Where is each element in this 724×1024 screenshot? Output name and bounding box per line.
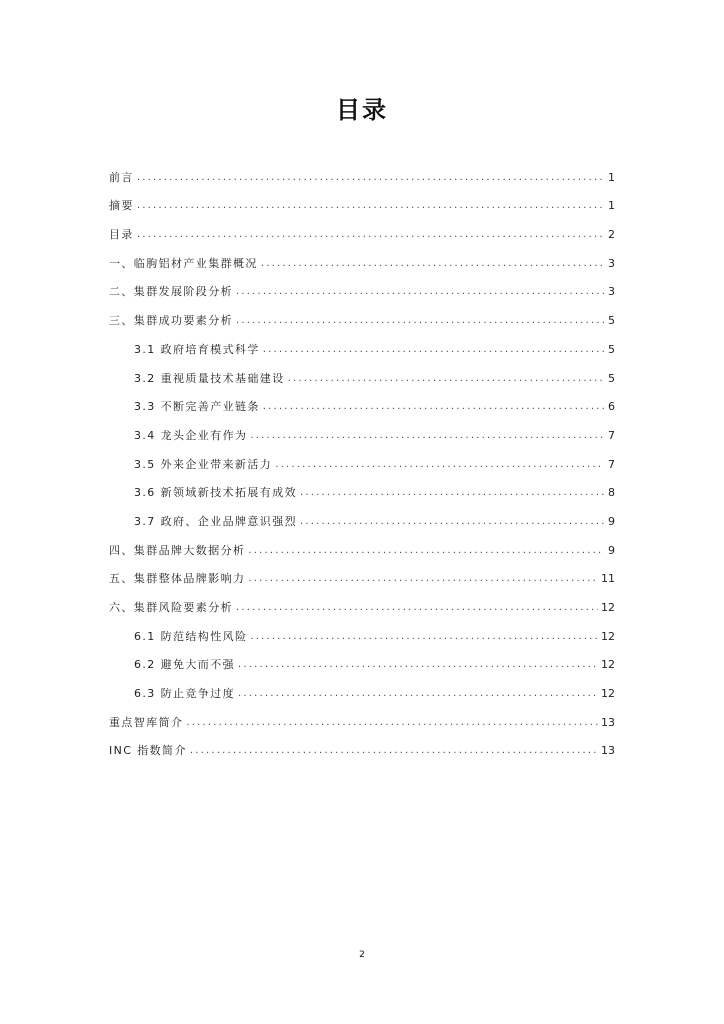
toc-entry-label: 目录 xyxy=(109,228,134,242)
toc-entry-label: 3.6 新领域新技术拓展有成效 xyxy=(134,486,297,500)
toc-entry-page: 12 xyxy=(601,658,615,672)
toc-entry-label: 摘要 xyxy=(109,199,134,213)
toc-entry-page: 12 xyxy=(601,629,615,643)
toc-entry-page: 3 xyxy=(608,285,615,299)
toc-leader-dots xyxy=(248,544,604,558)
toc-entry-label: 三、集群成功要素分析 xyxy=(109,314,233,328)
toc-entry-page: 5 xyxy=(608,371,615,385)
toc-entry-label: 五、集群整体品牌影响力 xyxy=(109,572,246,586)
toc-leader-dots xyxy=(261,257,604,271)
toc-entry-label: 六、集群风险要素分析 xyxy=(109,601,233,614)
toc-subentry[interactable] xyxy=(109,500,615,529)
toc-subentry[interactable] xyxy=(109,443,615,472)
toc-entry[interactable] xyxy=(109,156,615,185)
toc-entry-page: 8 xyxy=(608,486,615,500)
toc-entry-page: 5 xyxy=(608,314,615,328)
toc-entry-page: 13 xyxy=(601,744,615,758)
toc-entry-page: 2 xyxy=(608,228,615,242)
toc-entry-label: 3.3 不断完善产业链条 xyxy=(134,400,260,414)
toc-entry-label: 前言 xyxy=(109,170,134,184)
toc-entry[interactable] xyxy=(109,701,615,730)
toc-leader-dots xyxy=(250,630,598,644)
toc-entry-page: 3 xyxy=(608,256,615,270)
toc-entry-page: 1 xyxy=(608,199,615,213)
toc-subentry[interactable] xyxy=(109,414,615,443)
toc-leader-dots xyxy=(263,343,604,357)
toc-leader-dots xyxy=(238,687,598,701)
toc-entry[interactable] xyxy=(109,242,615,271)
toc-entry-page: 7 xyxy=(608,428,615,442)
toc-entry-label: 6.3 防止竞争过度 xyxy=(134,687,235,701)
toc-entry-label: 3.1 政府培育模式科学 xyxy=(134,342,260,356)
toc-subentry[interactable] xyxy=(109,644,615,673)
toc-subentry[interactable] xyxy=(109,328,615,357)
toc-leader-dots xyxy=(137,199,604,213)
toc-leader-dots xyxy=(300,515,604,529)
page-number: 2 xyxy=(359,950,365,960)
toc-leader-dots xyxy=(236,314,604,328)
toc-entry-page: 1 xyxy=(608,170,615,184)
toc-entry-page: 13 xyxy=(601,715,615,729)
toc-subentry[interactable] xyxy=(109,386,615,415)
toc-entry-page: 12 xyxy=(601,601,615,614)
toc-leader-dots xyxy=(288,372,604,386)
toc-entry-label: 四、集群品牌大数据分析 xyxy=(109,543,246,557)
toc-entry-page: 6 xyxy=(608,400,615,414)
toc-entry-label: 3.5 外来企业带来新活力 xyxy=(134,457,273,471)
toc-leader-dots xyxy=(263,400,604,414)
toc-leader-dots xyxy=(300,486,604,500)
toc-entry-page: 9 xyxy=(608,543,615,557)
toc-leader-dots xyxy=(186,716,598,730)
toc-subentry[interactable] xyxy=(109,615,615,644)
toc-subentry[interactable] xyxy=(109,472,615,501)
toc-leader-dots xyxy=(275,458,604,472)
toc-entry-label: 3.2 重视质量技术基础建设 xyxy=(134,371,285,385)
toc-entry[interactable] xyxy=(109,529,615,558)
toc-leader-dots xyxy=(236,285,604,299)
toc-leader-dots xyxy=(248,572,598,586)
toc-entry-page: 11 xyxy=(601,572,615,586)
toc-title: 目录 xyxy=(336,96,388,124)
toc-subentry[interactable] xyxy=(109,357,615,386)
toc-entry[interactable] xyxy=(109,213,615,242)
toc-subentry[interactable] xyxy=(109,672,615,701)
toc-entry-label: 6.2 避免大而不强 xyxy=(134,658,235,672)
toc-entry-label: 一、临朐铝材产业集群概况 xyxy=(109,256,258,270)
toc-entry[interactable] xyxy=(109,730,615,759)
toc-leader-dots xyxy=(137,171,604,185)
toc-entry[interactable] xyxy=(109,185,615,214)
toc-entry-page: 7 xyxy=(608,457,615,471)
toc-leader-dots xyxy=(190,744,598,758)
toc-entry-label: 6.1 防范结构性风险 xyxy=(134,629,248,643)
toc-leader-dots xyxy=(236,601,598,615)
toc-leader-dots xyxy=(137,228,604,242)
toc-entry-label: INC 指数简介 xyxy=(109,744,187,758)
toc-entry-page: 12 xyxy=(601,687,615,701)
toc-entry[interactable] xyxy=(109,271,615,300)
toc-entry-label: 3.4 龙头企业有作为 xyxy=(134,428,248,442)
toc-entry-label: 重点智库简介 xyxy=(109,715,184,729)
table-of-contents xyxy=(109,156,615,758)
toc-entry-label: 3.7 政府、企业品牌意识强烈 xyxy=(134,514,297,528)
toc-entry[interactable] xyxy=(109,299,615,328)
toc-entry[interactable] xyxy=(109,558,615,587)
toc-entry-label: 二、集群发展阶段分析 xyxy=(109,285,233,299)
toc-leader-dots xyxy=(250,429,604,443)
toc-entry[interactable] xyxy=(109,586,615,615)
toc-leader-dots xyxy=(238,658,598,672)
toc-entry-page: 9 xyxy=(608,514,615,528)
toc-entry-page: 5 xyxy=(608,342,615,356)
